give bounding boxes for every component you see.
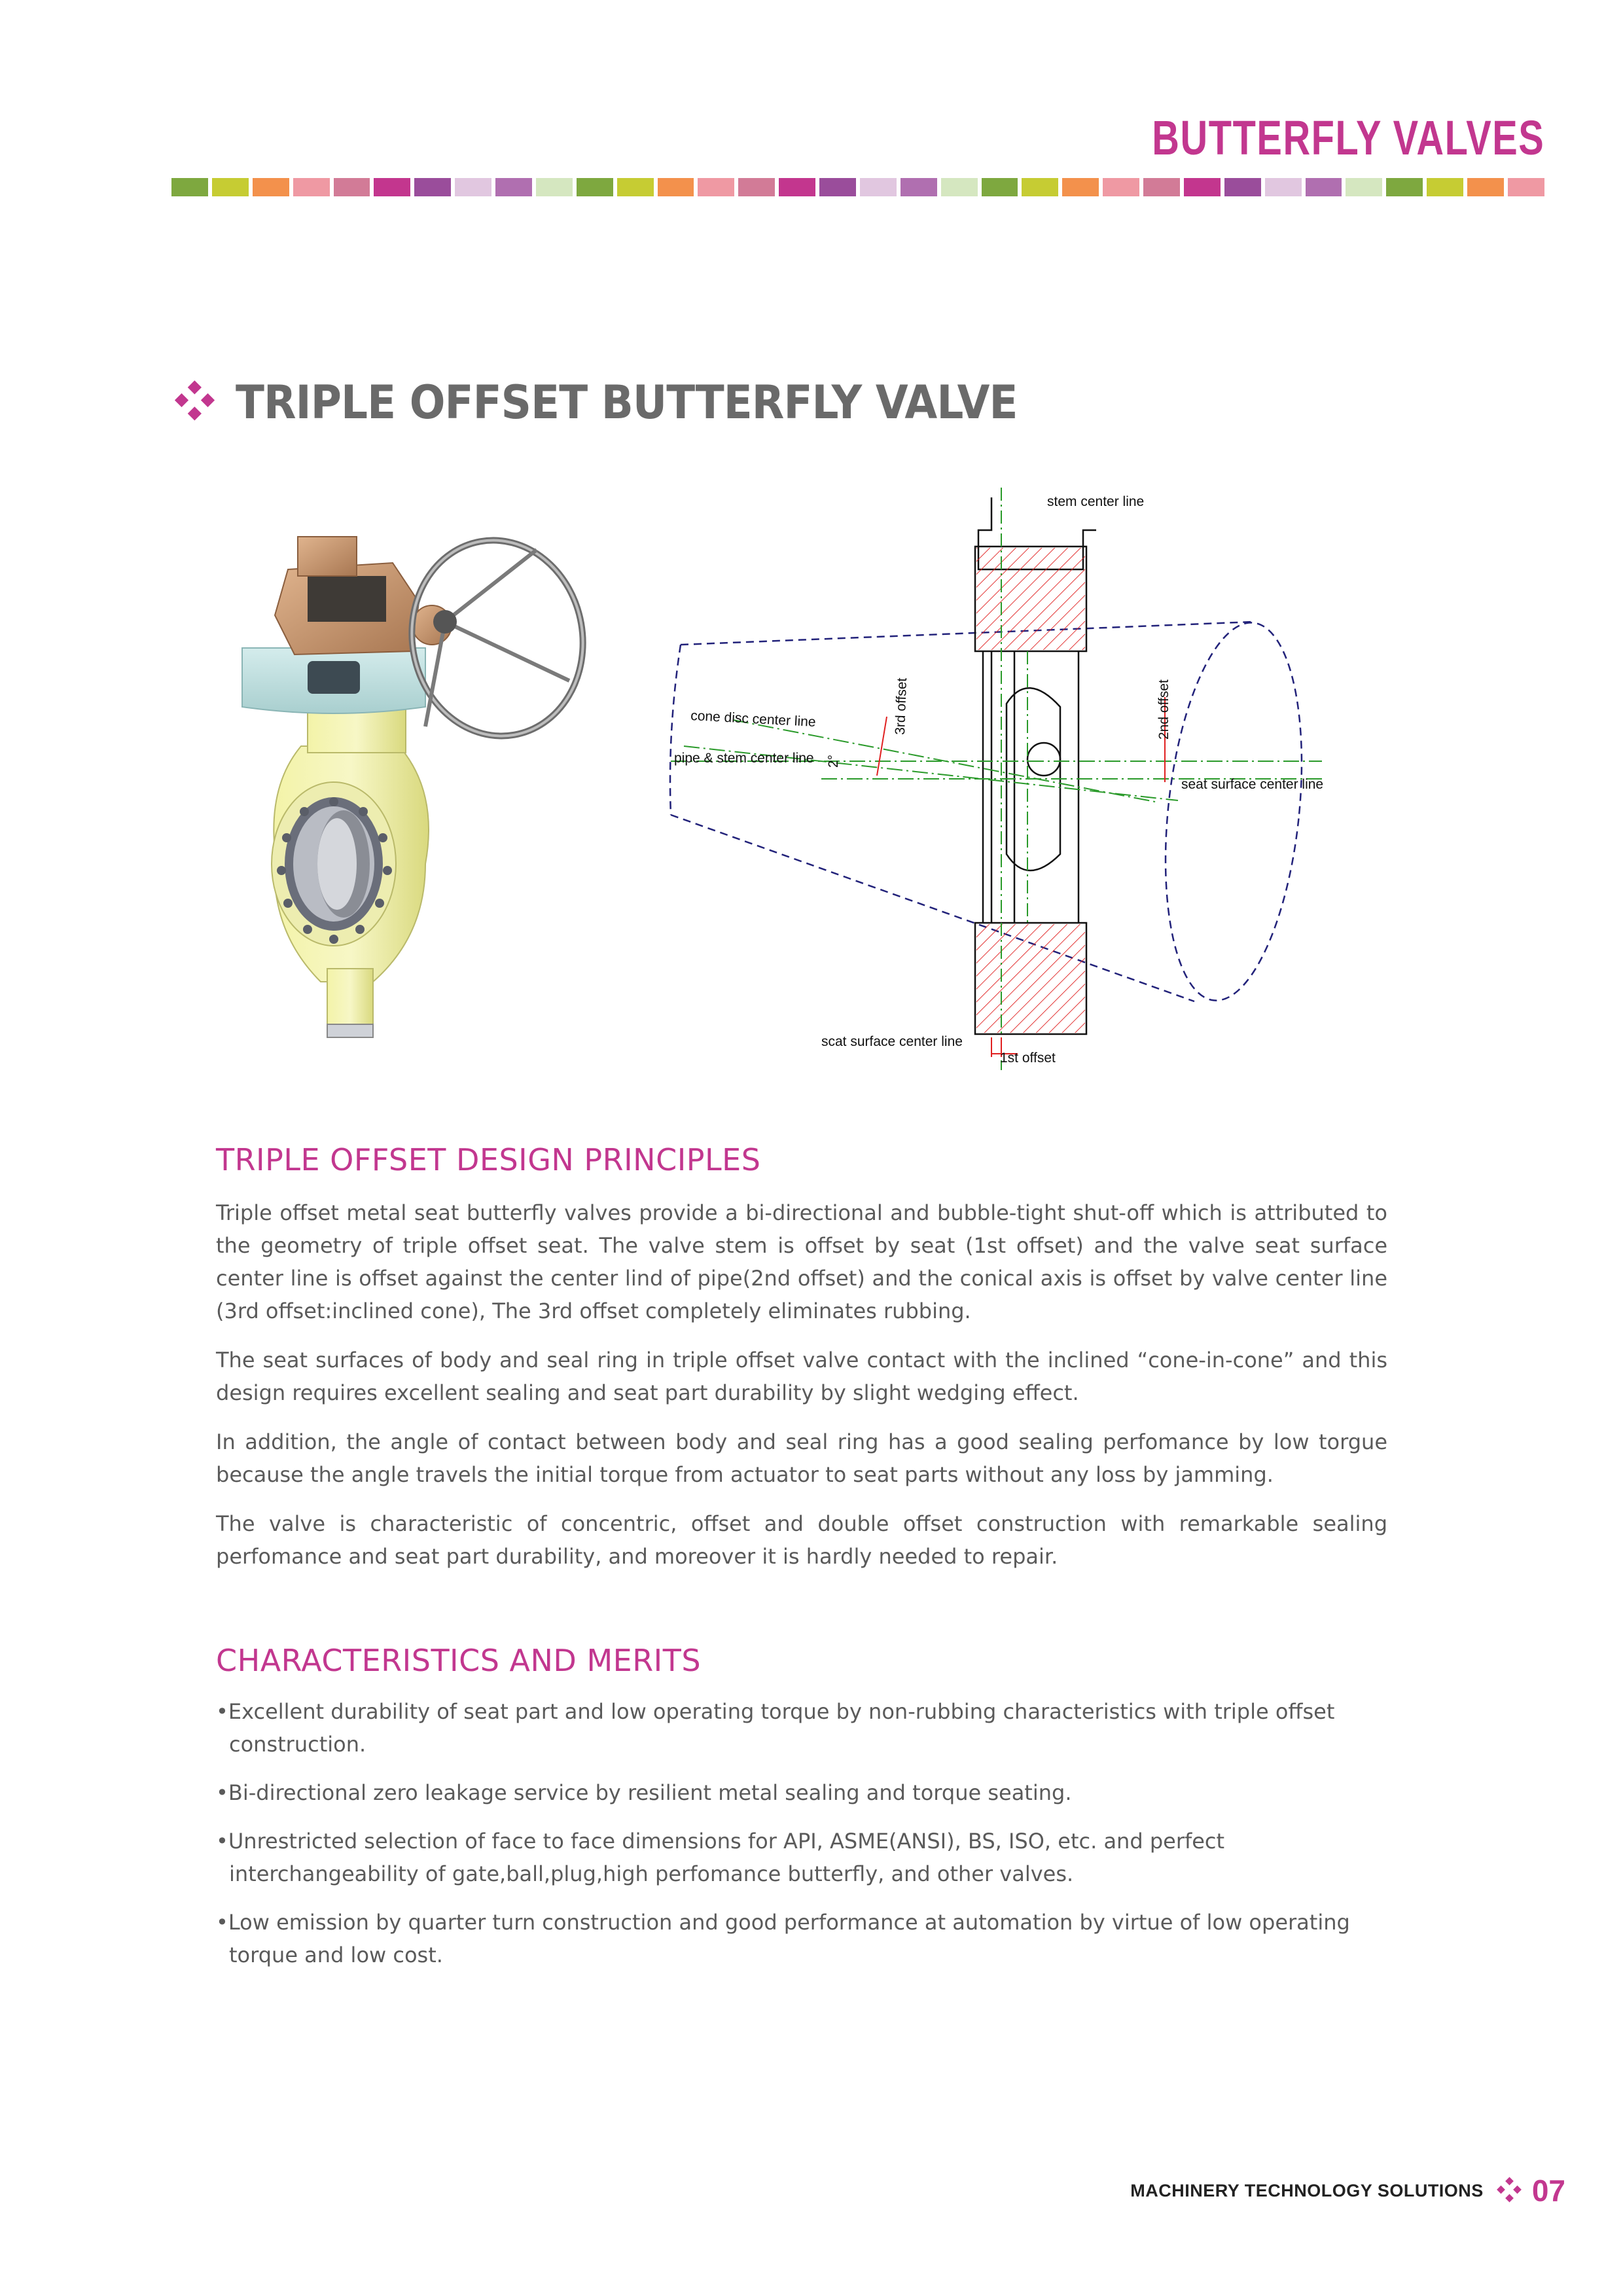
color-stripe-segment: [982, 178, 1018, 196]
label-seat-surface-center-line: seat surface center line: [1181, 777, 1324, 792]
color-stripe-segment: [1022, 178, 1058, 196]
color-stripe-segment: [334, 178, 370, 196]
design-paragraph-1: Triple offset metal seat butterfly valves provide a bi-directional and bubble-tight shut-off which is attributed to the geometry of triple offset seat. The valve stem is offset by seat (1st offset) and the valve seat surface center line is offset against the center lind of pipe(2nd offset) and the conical axis is offset by valve center line (3rd offset:inclined cone), The 3rd offset completely eliminates rubbing.: [216, 1200, 1387, 1323]
color-stripe-segment: [738, 178, 775, 196]
color-stripe-segment: [1103, 178, 1139, 196]
color-stripe-segment: [860, 178, 897, 196]
color-stripe-segment: [901, 178, 937, 196]
label-3rd-offset: 3rd offset: [893, 677, 910, 736]
design-paragraph-2: The seat surfaces of body and seal ring in triple offset valve contact with the inclined “cone-in-cone” and this design requires excellent sealing and seat part durability by slight wedging effect.: [216, 1348, 1387, 1405]
merit-item: • Low emission by quarter turn construction and good performance at automation by virtue of low operating torque and low cost.: [216, 1906, 1387, 1971]
merit-item: • Bi-directional zero leakage service by resilient metal sealing and torque seating.: [216, 1776, 1387, 1809]
color-stripe-segment: [1346, 178, 1382, 196]
valve-product-image: [229, 511, 648, 1060]
merits-list: [216, 1695, 1387, 1987]
color-stripe-segment: [779, 178, 815, 196]
label-1st-offset: 1st offset: [1000, 1050, 1056, 1066]
color-stripe-segment: [1143, 178, 1180, 196]
color-stripe-segment: [1306, 178, 1342, 196]
merit-item: • Unrestricted selection of face to face dimensions for API, ASME(ANSI), BS, ISO, etc. and perfect interchangeability of gate,ball,plug,high perfomance butterfly, and other valves.: [216, 1825, 1387, 1890]
label-angle: 2°: [826, 754, 841, 768]
footer-brand: MACHINERY TECHNOLOGY SOLUTIONS: [1130, 2180, 1484, 2200]
section-title: [171, 376, 1085, 429]
color-stripe-segment: [819, 178, 856, 196]
label-cone-disc-center-line: cone disc center line: [690, 708, 817, 730]
triple-offset-diagram: [661, 488, 1394, 1070]
diamond-cluster-icon: [1495, 2177, 1523, 2204]
color-stripe-segment: [253, 178, 289, 196]
color-stripe-segment: [536, 178, 573, 196]
color-stripe-segment: [577, 178, 613, 196]
color-stripe-segment: [212, 178, 249, 196]
label-stem-center-line: stem center line: [1047, 494, 1145, 509]
color-stripe-segment: [1184, 178, 1221, 196]
color-stripe-segment: [1062, 178, 1099, 196]
color-stripe-segment: [414, 178, 451, 196]
merit-item: • Excellent durability of seat part and low operating torque by non-rubbing characteristics with triple offset construction.: [216, 1695, 1387, 1761]
label-scat-surface-center-line: scat surface center line: [821, 1034, 963, 1049]
color-stripe-segment: [698, 178, 734, 196]
color-stripe-segment: [941, 178, 978, 196]
design-paragraph-3: In addition, the angle of contact between body and seal ring has a good sealing perfomance by low torgue because the angle travels the initial torque from actuator to seat parts without any loss by jamming.: [216, 1429, 1387, 1487]
design-paragraph-4: The valve is characteristic of concentric, offset and double offset construction with remarkable sealing perfomance and seat part durability, and moreover it is hardly needed to repair.: [216, 1511, 1387, 1569]
color-stripe-segment: [171, 178, 208, 196]
color-stripe-segment: [1265, 178, 1302, 196]
page-number: 07: [1531, 2174, 1565, 2208]
color-stripe-segment: [1386, 178, 1423, 196]
merits-heading: CHARACTERISTICS AND MERITS: [216, 1643, 702, 1678]
design-principles-heading: TRIPLE OFFSET DESIGN PRINCIPLES: [216, 1142, 761, 1177]
color-stripe-segment: [455, 178, 491, 196]
color-stripe-segment: [293, 178, 330, 196]
section-title-text: TRIPLE OFFSET BUTTERFLY VALVE: [236, 376, 1018, 429]
color-stripe-segment: [1508, 178, 1544, 196]
color-stripe-segment: [1467, 178, 1504, 196]
color-stripe-segment: [658, 178, 694, 196]
label-2nd-offset: 2nd offset: [1156, 679, 1171, 740]
color-stripe-segment: [1224, 178, 1261, 196]
label-pipe-stem-center-line: pipe & stem center line: [674, 751, 814, 766]
header-title: BUTTERFLY VALVES: [1151, 111, 1544, 165]
color-stripe-segment: [1427, 178, 1463, 196]
color-stripe-bar: [171, 178, 1544, 196]
footer: [1130, 2173, 1565, 2208]
color-stripe-segment: [495, 178, 532, 196]
diamond-cluster-icon: [171, 380, 217, 425]
color-stripe-segment: [374, 178, 410, 196]
color-stripe-segment: [617, 178, 654, 196]
